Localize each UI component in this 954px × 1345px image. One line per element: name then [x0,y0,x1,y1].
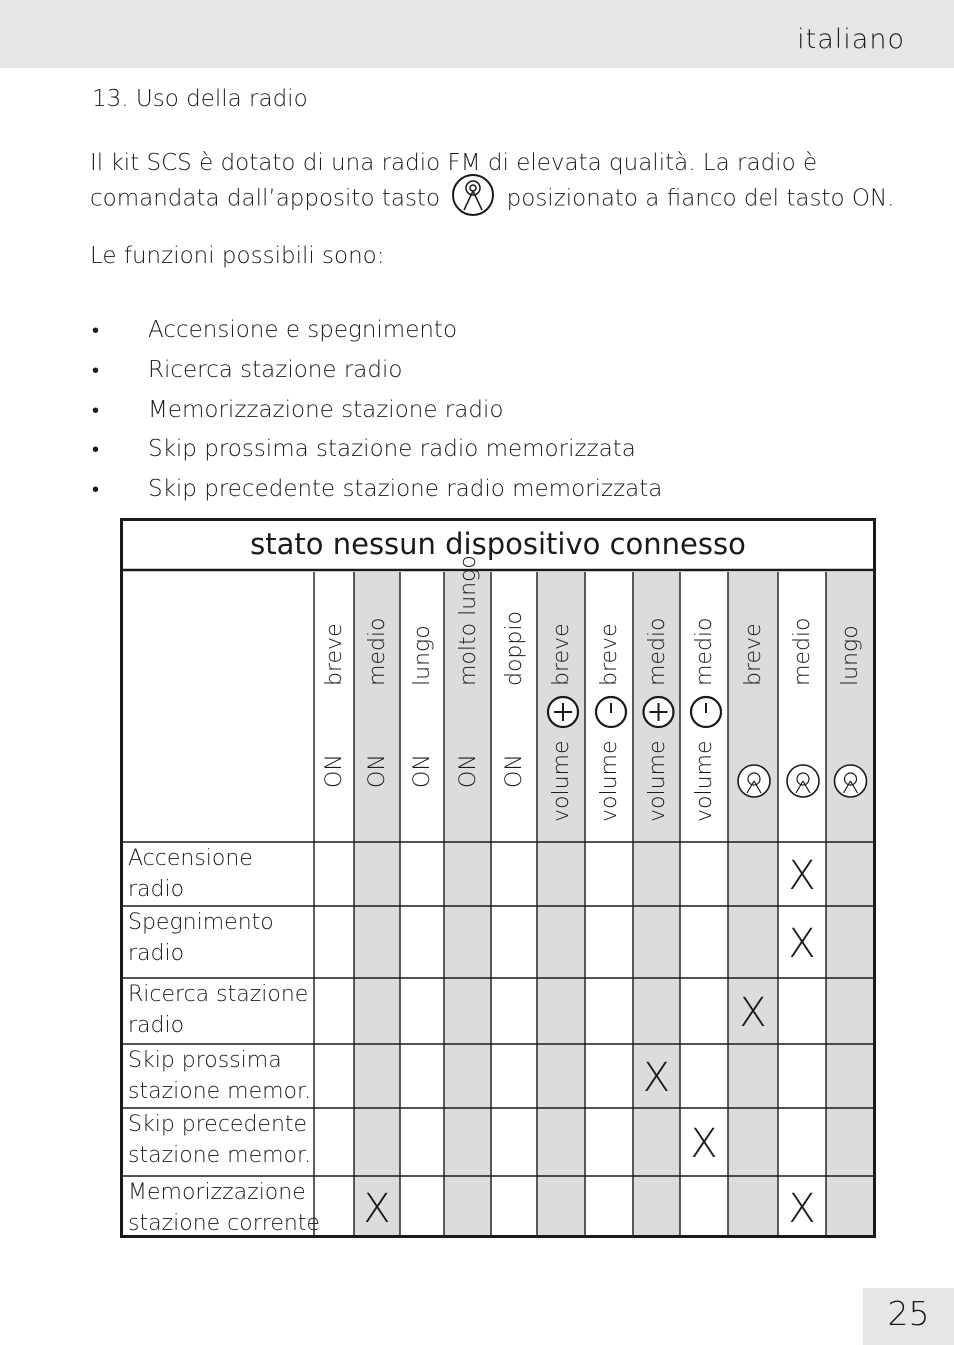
column-key-label: ON [502,754,527,788]
functions-intro: Le funzioni possibili sono: [90,243,385,269]
function-table [120,518,876,1239]
paragraph-text-1: Il kit SCS è dotato di una radio FM di elevata qualità. La radio è comandata dall’apposito tasto [90,150,818,212]
column-duration-label: breve [322,623,347,686]
column-key-label: ON [365,754,390,788]
function-mark: X [739,990,767,1036]
row-label: Spegnimento radio [128,910,274,966]
function-mark: X [788,921,816,967]
column-duration-label: breve [597,623,622,686]
column-duration-label: medio [790,617,815,686]
column-key-label: volume [644,740,670,822]
section-title: 13. Uso della radio [92,86,308,112]
column-duration-label: breve [741,623,766,686]
bullet-dot: • [92,477,100,502]
row-label: Skip precedente stazione memor. [128,1112,312,1168]
row-label: Accensione radio [128,846,253,902]
column-duration-label: medio [365,617,390,686]
bullet-item [90,310,662,350]
column-duration-label: doppio [502,611,527,686]
bullet-item [90,350,662,390]
column-duration-label: medio [692,617,717,686]
language-label: italiano [797,24,905,55]
column-duration-label: molto lungo [455,555,481,686]
bullet-dot: • [92,357,100,382]
bullet-dot: • [92,437,100,462]
bullet-dot: • [92,397,100,422]
row-label: Memorizzazione stazione corrente [128,1180,320,1236]
function-mark: X [363,1185,391,1232]
bullet-text: Skip prossima stazione radio memorizzata [148,436,636,463]
page-number: 25 [863,1288,954,1345]
radio-button-icon [451,173,495,217]
column-key-label: ON [322,754,347,788]
column-key-label: volume [597,740,622,822]
bullet-item [90,390,662,430]
intro-paragraph [90,146,920,217]
bullet-text: Skip precedente stazione radio memorizzata [148,476,663,503]
column-duration-label: medio [644,617,670,686]
paragraph-text-2: posizionato a fianco del tasto ON. [506,185,895,212]
bullet-item [90,469,662,509]
column-key-label: volume [692,740,717,822]
bullet-text: Memorizzazione stazione radio [148,396,504,423]
bullet-item [90,429,662,469]
column-duration-label: lungo [837,625,863,686]
column-duration-label: lungo [410,625,435,686]
column-duration-label: breve [549,623,574,686]
header-bar [0,0,954,68]
functions-list [90,310,662,509]
function-mark: X [642,1055,671,1101]
bullet-text: Accensione e spegnimento [148,317,458,343]
function-mark: X [788,853,816,899]
table-title: stato nessun dispositivo connesso [250,527,746,561]
function-mark: X [690,1121,718,1167]
column-key-label: ON [410,754,435,788]
row-label: Ricerca stazione radio [128,982,309,1038]
column-key-label: volume [549,740,574,822]
function-mark: X [788,1185,816,1232]
row-label: Skip prossima stazione memor. [128,1048,312,1104]
bullet-text: Ricerca stazione radio [148,356,403,383]
bullet-dot: • [92,318,100,342]
column-key-label: ON [455,754,481,788]
